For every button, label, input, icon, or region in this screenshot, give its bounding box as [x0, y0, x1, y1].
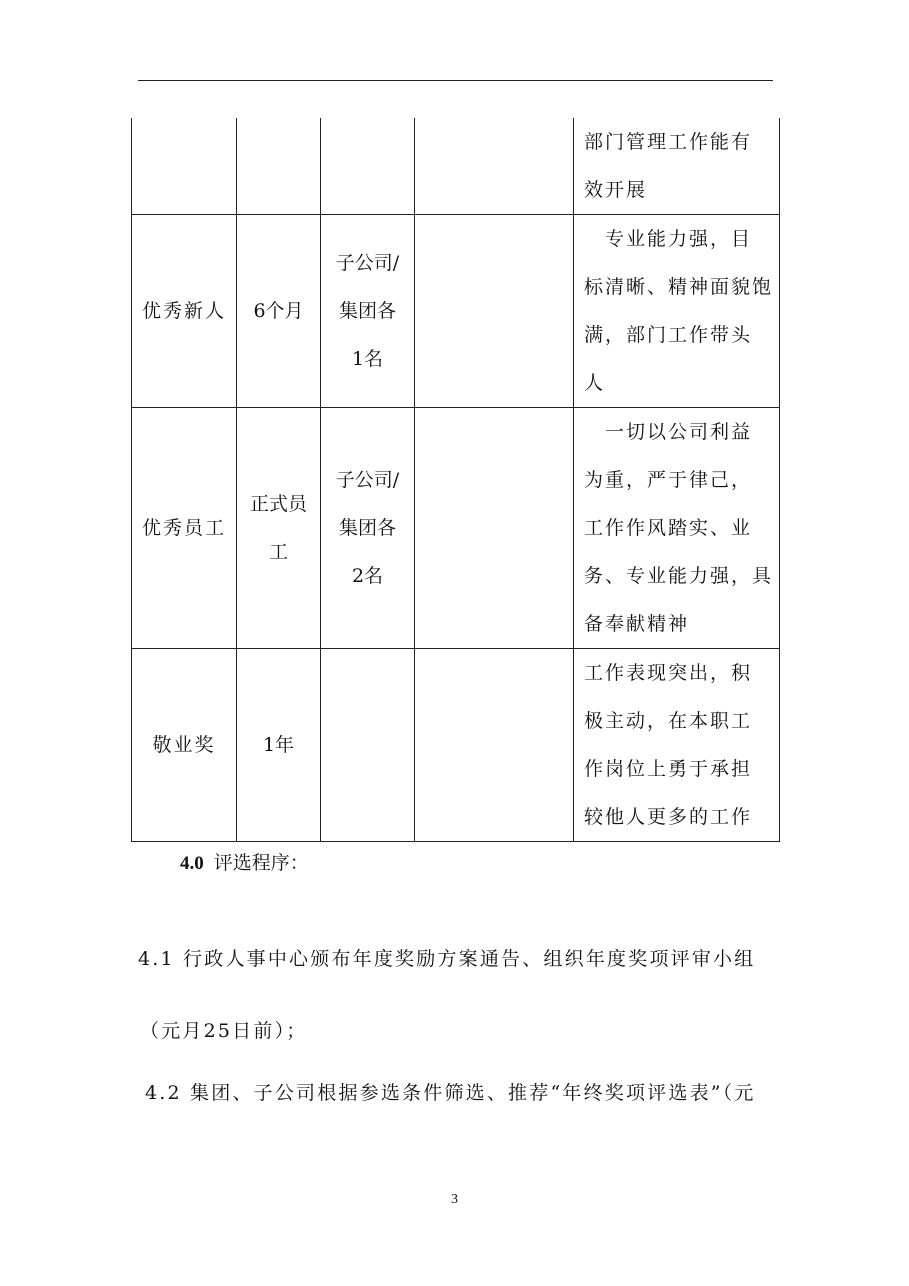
criteria-line: 部门管理工作能有	[584, 131, 753, 153]
criteria-line: 满，部门工作带头	[584, 324, 753, 346]
section-number: 4.0	[180, 853, 204, 874]
criteria-line: 务、专业能力强，具	[584, 565, 774, 587]
criteria-cell	[574, 408, 780, 649]
criteria-line: 一切以公司利益	[584, 421, 753, 443]
criteria-line: 工作作风踏实、业	[584, 517, 753, 539]
criteria-line: 为重，严于律己，	[584, 469, 753, 491]
count-cell	[321, 215, 415, 408]
awards-table	[131, 118, 780, 842]
period-cell	[237, 408, 321, 649]
count-cell	[321, 118, 415, 215]
section-title: 评选程序：	[213, 852, 309, 874]
period-line: 6个月	[253, 300, 304, 322]
paragraph-4-2-line-1: 4.2 集团、子公司根据参选条件筛选、推荐“年终奖项评选表”（元	[145, 1082, 756, 1104]
blank-cell	[415, 408, 574, 649]
table-row	[132, 649, 780, 842]
count-line: 1名	[351, 348, 384, 370]
period-line: 正式员	[249, 493, 307, 515]
count-line: 子公司/	[335, 252, 400, 274]
count-line: 2名	[351, 565, 384, 587]
period-cell	[237, 215, 321, 408]
period-line: 1年	[262, 734, 295, 756]
count-line: 集团各	[338, 300, 396, 322]
table-row	[132, 118, 780, 215]
period-cell	[237, 649, 321, 842]
criteria-line: 标清晰、精神面貌饱	[584, 276, 774, 298]
award-name-cell	[132, 118, 237, 215]
blank-cell	[415, 118, 574, 215]
blank-cell	[415, 215, 574, 408]
criteria-cell	[574, 118, 780, 215]
table-row	[132, 215, 780, 408]
header-rule	[138, 80, 773, 81]
award-name-cell: 敬业奖	[132, 649, 237, 842]
criteria-line: 人	[584, 372, 606, 394]
count-line: 集团各	[338, 517, 396, 539]
section-heading	[180, 848, 309, 879]
page-number: 3	[451, 1192, 458, 1207]
count-cell	[321, 408, 415, 649]
criteria-line: 较他人更多的工作	[584, 806, 753, 828]
paragraph-4-1-line-1: 4.1 行政人事中心颁布年度奖励方案通告、组织年度奖项评审小组	[138, 948, 756, 970]
criteria-cell	[574, 649, 780, 842]
period-cell	[237, 118, 321, 215]
criteria-cell	[574, 215, 780, 408]
criteria-line: 备奉献精神	[584, 613, 690, 635]
award-name-cell: 优秀员工	[132, 408, 237, 649]
award-name-cell: 优秀新人	[132, 215, 237, 408]
count-cell	[321, 649, 415, 842]
count-line: 子公司/	[335, 469, 400, 491]
blank-cell	[415, 649, 574, 842]
criteria-line: 工作表现突出，积	[584, 662, 753, 684]
table-row	[132, 408, 780, 649]
criteria-line: 专业能力强，目	[584, 228, 753, 250]
criteria-line: 作岗位上勇于承担	[584, 758, 753, 780]
criteria-line: 极主动，在本职工	[584, 710, 753, 732]
period-line: 工	[268, 541, 288, 563]
paragraph-4-1-line-2: （元月25日前）；	[140, 1020, 308, 1042]
criteria-line: 效开展	[584, 179, 648, 201]
